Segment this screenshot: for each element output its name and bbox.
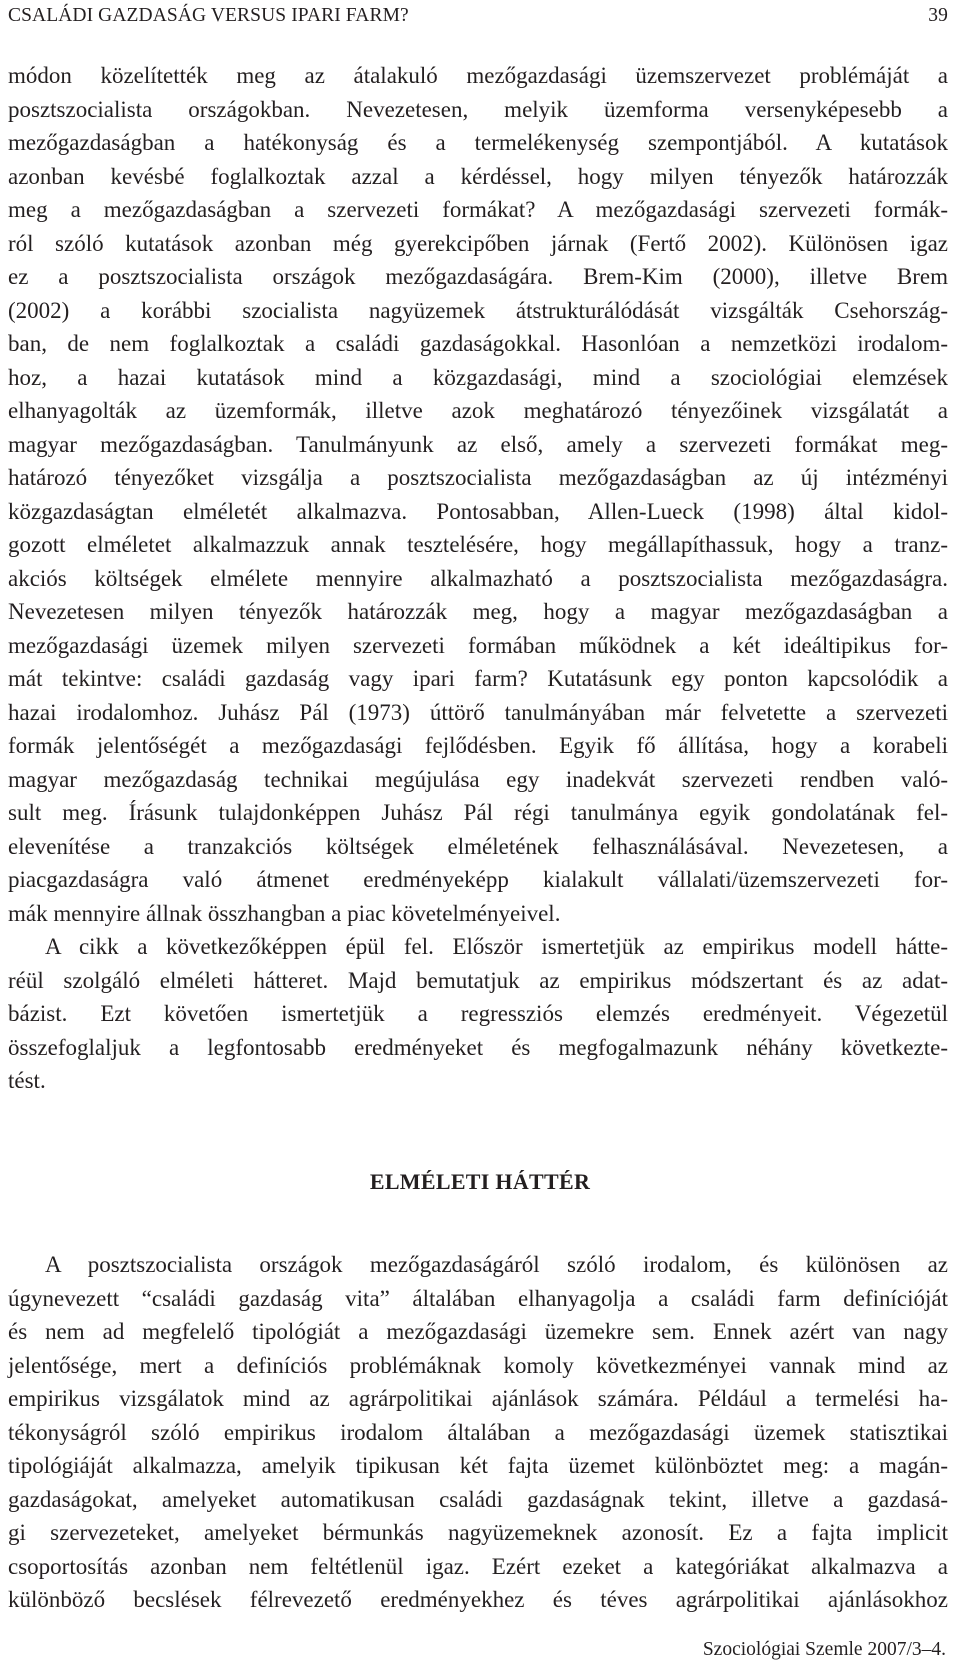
text-line: formák jelentőségét a mezőgazdasági fejlődésben. Egyik fő állítása, hogy a korabeli	[8, 733, 948, 758]
text-line: sult meg. Írásunk tulajdonképpen Juhász Pál régi tanulmánya egyik gondolatának fel-	[8, 800, 948, 825]
page-number: 39	[928, 5, 948, 26]
text-line: közgazdaságtan elméletét alkalmazva. Pontosabban, Allen-Lueck (1998) által kidol-	[8, 498, 948, 524]
text-line: mát tekintve: családi gazdaság vagy ipari farm? Kutatásunk egy ponton kapcsolódik a	[8, 666, 948, 691]
text-line: gi szervezeteket, amelyeket bérmunkás nagyüzemeknek azonosít. Ez a fajta implicit	[8, 1520, 948, 1545]
journal-footer: Szociológiai Szemle 2007/3–4.	[702, 1639, 946, 1660]
text-line: (2002) a korábbi szocialista nagyüzemek átstrukturálódását vizsgálták Csehország-	[8, 297, 948, 323]
text-line: tést.	[8, 1068, 46, 1093]
text-line: jelentősége, mert a definíciós problémáknak komoly következményei vannak mind az	[8, 1352, 948, 1378]
text-line: bázist. Ezt követően ismertetjük a regressziós elemzés eredményeit. Végezetül	[8, 1001, 948, 1026]
text-line: elhanyagolták az üzemformák, illetve azok meghatározó tényezőinek vizsgálatát a	[8, 398, 948, 423]
running-head	[8, 4, 948, 28]
text-line: A posztszocialista országok mezőgazdaságáról szóló irodalom, és különösen az	[45, 1252, 948, 1277]
text-line: ez a posztszocialista országok mezőgazdaságára. Brem-Kim (2000), illetve Brem	[8, 264, 948, 289]
text-line: csoportosítás azonban nem feltétlenül igaz. Ezért ezeket a kategóriákat alkalmazva a	[8, 1553, 948, 1579]
text-line: gozott elméletet alkalmazzuk annak tesztelésére, hogy megállapíthassuk, hogy a tranz-	[8, 532, 948, 557]
text-line: Nevezetesen milyen tényezők határozzák meg, hogy a magyar mezőgazdaságban a	[8, 599, 948, 624]
text-line: összefoglaljuk a legfontosabb eredményeket és megfogalmazunk néhány következte-	[8, 1034, 948, 1060]
text-line: magyar mezőgazdaság technikai megújulása egy inadekvát szervezeti rendben való-	[8, 766, 948, 792]
text-line: posztszocialista országokban. Nevezetesen, melyik üzemforma versenyképesebb a	[8, 96, 948, 122]
text-line: és nem ad megfelelő tipológiát a mezőgazdasági üzemekre sem. Ennek azért van nagy	[8, 1319, 948, 1344]
text-line: empirikus vizsgálatok mind az agrárpolitikai ajánlások számára. Például a termelési ha-	[8, 1386, 948, 1411]
text-line: tipológiáját alkalmazza, amelyik tipikusan két fajta üzemet különböztet meg: a magán-	[8, 1453, 948, 1478]
text-line: azonban kevésbé foglalkoztak azzal a kérdéssel, hogy milyen tényezők határozzák	[8, 163, 948, 189]
text-line: ban, de nem foglalkoztak a családi gazdaságokkal. Hasonlóan a nemzetközi irodalom-	[8, 331, 948, 356]
text-line: határozó tényezőket vizsgálja a posztszocialista mezőgazdaságban az új intézményi	[8, 465, 948, 490]
text-line: mezőgazdasági üzemek milyen szervezeti formában működnek a két ideáltipikus for-	[8, 632, 948, 658]
text-line: piacgazdaságra való átmenet eredményeképp kialakult vállalati/üzemszervezeti for-	[8, 867, 948, 892]
text-line: gazdaságokat, amelyeket automatikusan családi gazdaságnak tekint, illetve a gazdasá-	[8, 1486, 948, 1512]
text-line: akciós költségek elmélete mennyire alkalmazható a posztszocialista mezőgazdaságra.	[8, 565, 948, 591]
paragraph-theory	[8, 1248, 948, 1617]
text-line: A cikk a következőképpen épül fel. Először ismertetjük az empirikus modell hátte-	[45, 934, 948, 959]
text-line: magyar mezőgazdaságban. Tanulmányunk az első, amely a szervezeti formákat meg-	[8, 431, 948, 457]
text-line: hazai irodalomhoz. Juhász Pál (1973) úttörő tanulmányában már felvetette a szervezeti	[8, 699, 948, 725]
running-head-title: CSALÁDI GAZDASÁG VERSUS IPARI FARM?	[8, 5, 409, 26]
text-line: hoz, a hazai kutatások mind a közgazdasági, mind a szociológiai elemzések	[8, 364, 948, 390]
text-line: módon közelítették meg az átalakuló mezőgazdasági üzemszervezet problémáját a	[8, 63, 948, 88]
text-line: mák mennyire állnak összhangban a piac követelményeivel.	[8, 900, 561, 926]
text-line: ról szóló kutatások azonban még gyerekcipőben járnak (Fertő 2002). Különösen igaz	[8, 230, 948, 256]
text-line: meg a mezőgazdaságban a szervezeti formákat? A mezőgazdasági szervezeti formák-	[8, 197, 948, 222]
text-line: réül szolgáló elméleti hátteret. Majd bemutatjuk az empirikus módszertant és az adat-	[8, 967, 948, 993]
paragraph-intro-continued	[8, 59, 948, 1098]
section-heading: ELMÉLETI HÁTTÉR	[369, 1169, 591, 1194]
text-line: különböző becslések félrevezető eredményekhez és téves agrárpolitikai ajánlásokhoz	[8, 1587, 948, 1612]
text-line: elevenítése a tranzakciós költségek elméletének felhasználásával. Nevezetesen, a	[8, 833, 948, 859]
text-line: tékonyságról szóló empirikus irodalom általában a mezőgazdasági üzemek statisztikai	[8, 1419, 948, 1445]
text-line: mezőgazdaságban a hatékonyság és a termelékenység szempontjából. A kutatások	[8, 130, 948, 155]
text-line: úgynevezett “családi gazdaság vita” általában elhanyagolja a családi farm definícióját	[8, 1285, 948, 1311]
